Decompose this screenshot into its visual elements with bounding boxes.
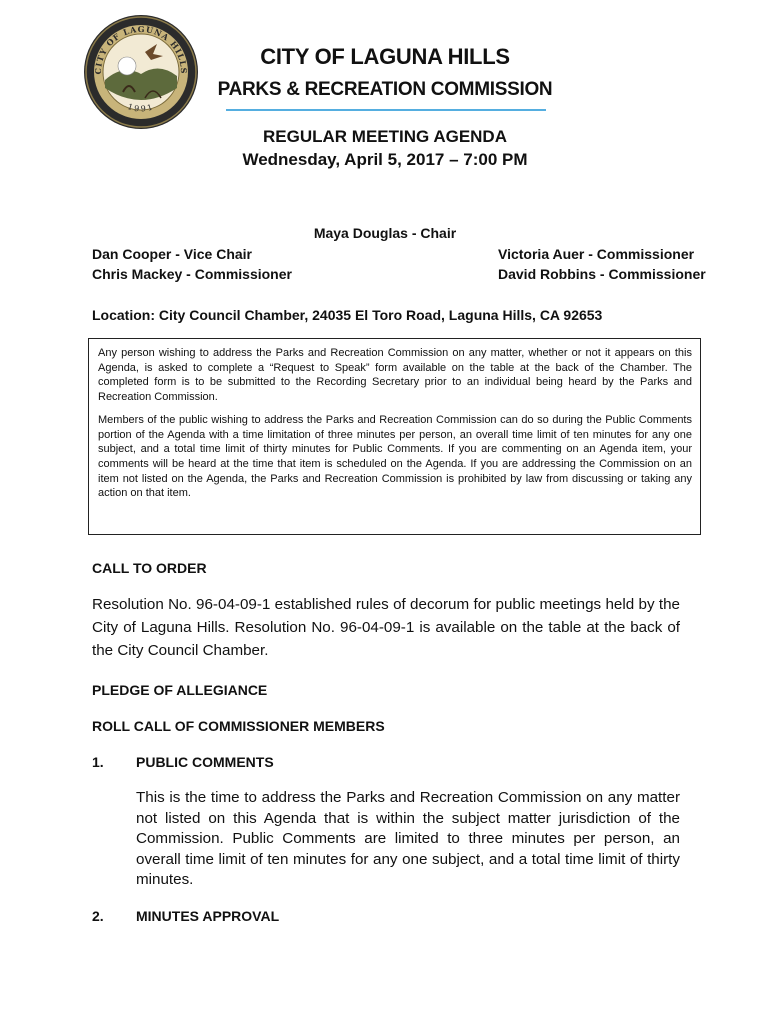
vice-chair-name: Dan Cooper - Vice Chair (92, 246, 253, 262)
item-title: MINUTES APPROVAL (136, 908, 280, 924)
chair-name: Maya Douglas - Chair (313, 225, 457, 241)
notice-paragraph: Members of the public wishing to address the Parks and Recreation Commission can do so during the Public Comments portion of the Agenda with a time limitation of three minutes per person, an overall time limit of ten minutes for any one subject, and a total time limit of thirty minutes for Public Comments. If you are commenting on an Agenda item, your comments will be heard at the time that item is scheduled on the Agenda. If you are addressing the Commission on an item not listed on the Agenda, the Parks and Recreation Commission is prohibited by law from discussing or taking any action on that item. (98, 413, 692, 500)
item-number: 2. (92, 908, 104, 924)
item-body: This is the time to address the Parks and Recreation Commission on any matter not listed on this Agenda that is within the subject matter jurisdiction of the Commission. Public Comments are limited to three minutes per person, an overall time limit of ten minutes for any one subject, and a total time limit of thirty minutes. (136, 789, 680, 888)
item-number: 1. (92, 754, 104, 770)
commissioner-name: Chris Mackey - Commissioner (92, 266, 292, 282)
city-title: CITY OF LAGUNA HILLS (260, 44, 510, 69)
meeting-location: Location: City Council Chamber, 24035 El Toro Road, Laguna Hills, CA 92653 (92, 307, 603, 323)
notice-paragraph: Any person wishing to address the Parks and Recreation Commission on any matter, whether or not it appears on this Agenda, is asked to complete a “Request to Speak” form available on the table at the back of the Chamber. The completed form is to be submitted to the Recording Secretary prior to an individual being heard by the Parks and Recreation Commission. (98, 347, 692, 404)
commissioner-name: Victoria Auer - Commissioner (498, 246, 695, 262)
seal-top-text: CITY OF LAGUNA HILLS (92, 23, 190, 75)
commissioner-name: David Robbins - Commissioner (498, 266, 706, 282)
call-to-order-heading: CALL TO ORDER (92, 560, 207, 576)
header-divider (226, 109, 546, 111)
resolution-text: Resolution No. 96-04-09-1 established rules of decorum for public meetings held by the City of Laguna Hills. Resolution No. 96-04-09-1 is available on the table at the back of the City Council Chamber. (92, 596, 680, 659)
seal-year-text: 1991 (126, 102, 156, 114)
public-notice-box (88, 338, 701, 535)
city-seal-logo (83, 14, 199, 130)
meeting-date: Wednesday, April 5, 2017 – 7:00 PM (242, 150, 528, 169)
commission-title: PARKS & RECREATION COMMISSION (217, 79, 553, 100)
item-title: PUBLIC COMMENTS (136, 754, 274, 770)
roll-call-heading: ROLL CALL OF COMMISSIONER MEMBERS (92, 718, 385, 734)
pledge-heading: PLEDGE OF ALLEGIANCE (92, 682, 268, 698)
agenda-title: REGULAR MEETING AGENDA (263, 127, 507, 146)
